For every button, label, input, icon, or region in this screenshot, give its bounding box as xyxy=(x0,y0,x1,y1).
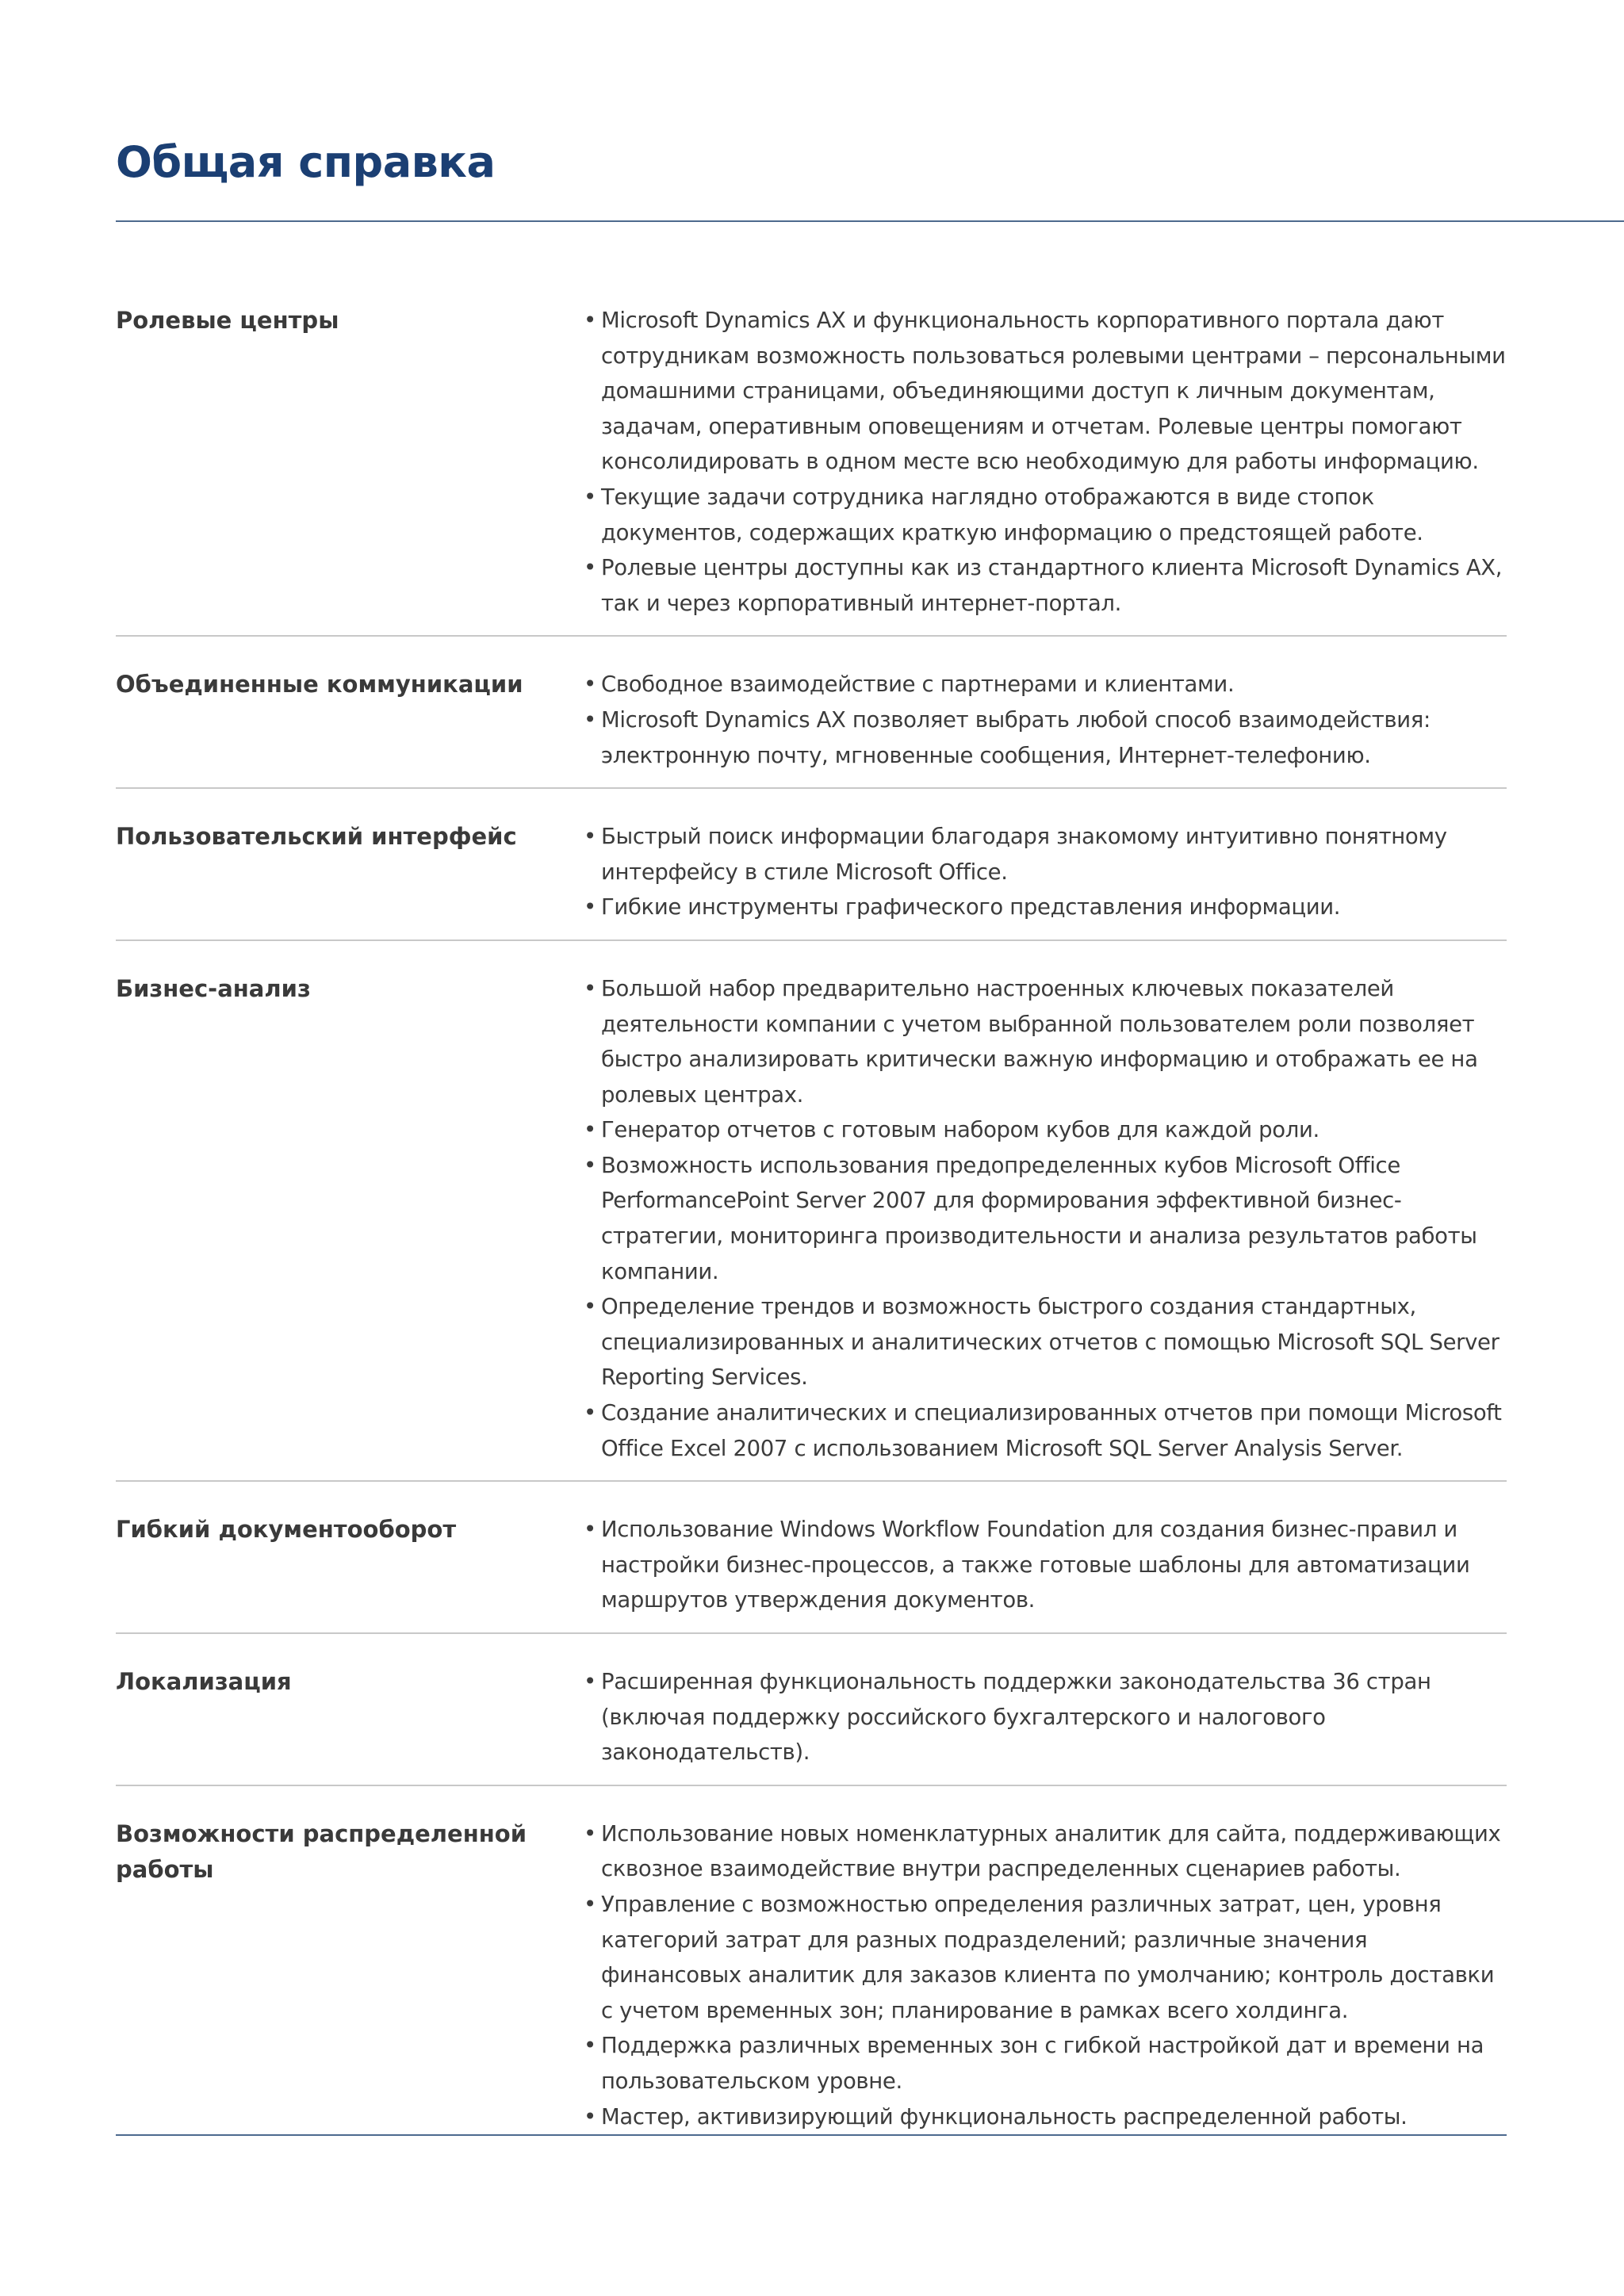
feature-row xyxy=(116,1816,1507,2149)
list-item: • Управление с возможностью определения различных затрат, цен, уровня категорий затрат для разных подразделений; различные значения финансовых аналитик для заказов клиента по умолчанию; контроль доставки с учетом временных зон; планирование в рамках всего холдинга. xyxy=(584,1887,1507,2028)
feature-label: Локализация xyxy=(116,1668,292,1695)
feature-label: Ролевые центры xyxy=(116,307,339,334)
list-item: • Поддержка различных временных зон с гибкой настройкой дат и времени на пользовательском уровне. xyxy=(584,2028,1507,2099)
feature-table xyxy=(116,303,1507,2179)
feature-label: Пользовательский интерфейс xyxy=(116,823,517,851)
list-item: • Определение трендов и возможность быстрого создания стандартных, специализированных и аналитических отчетов с помощью Microsoft SQL Server Reporting Services. xyxy=(584,1289,1507,1395)
feature-list xyxy=(584,303,1507,621)
footer-divider xyxy=(116,2134,1507,2136)
list-item: • Ролевые центры доступны как из стандартного клиента Microsoft Dynamics AX, так и через корпоративный интернет-портал. xyxy=(584,550,1507,621)
feature-row xyxy=(116,667,1507,789)
list-item: • Свободное взаимодействие с партнерами и клиентами. xyxy=(584,667,1507,702)
feature-label: Объединенные коммуникации xyxy=(116,671,523,698)
list-item: • Microsoft Dynamics AX и функциональность корпоративного портала дают сотрудникам возможность пользоваться ролевыми центрами – персональными домашними страницами, объединяющими доступ к личным документам, задачам, оперативным оповещениям и отчетам. Ролевые центры помогают консолидировать в одном месте всю необходимую для работы информацию. xyxy=(584,303,1507,480)
feature-row xyxy=(116,303,1507,637)
feature-row xyxy=(116,1664,1507,1786)
list-item: • Возможность использования предопределенных кубов Microsoft Office PerformancePoint Server 2007 для формирования эффективной бизнес-стратегии, мониторинга производительности и анализа результатов работы компании. xyxy=(584,1148,1507,1289)
title-divider xyxy=(116,220,1624,222)
feature-label: Возможности распределенной работы xyxy=(116,1820,527,1883)
feature-row xyxy=(116,971,1507,1482)
feature-list xyxy=(584,1512,1507,1618)
feature-label: Бизнес-анализ xyxy=(116,974,311,1002)
list-item: • Генератор отчетов с готовым набором кубов для каждой роли. xyxy=(584,1112,1507,1148)
list-item: • Расширенная функциональность поддержки законодательства 36 стран (включая поддержку российского бухгалтерского и налогового законодательств). xyxy=(584,1664,1507,1770)
feature-row xyxy=(116,1512,1507,1634)
list-item: • Мастер, активизирующий функциональность распределенной работы. xyxy=(584,2099,1507,2135)
list-item: • Microsoft Dynamics AX позволяет выбрать любой способ взаимодействия: электронную почту, мгновенные сообщения, Интернет-телефонию. xyxy=(584,702,1507,773)
list-item: • Использование новых номенклатурных аналитик для сайта, поддерживающих сквозное взаимодействие внутри распределенных сценариев работы. xyxy=(584,1816,1507,1887)
feature-list xyxy=(584,667,1507,773)
feature-label: Гибкий документооборот xyxy=(116,1516,457,1544)
page-title: Общая справка xyxy=(116,137,496,187)
feature-row xyxy=(116,819,1507,941)
list-item: • Гибкие инструменты графического представления информации. xyxy=(584,890,1507,925)
list-item: • Использование Windows Workflow Foundation для создания бизнес-правил и настройки бизнес-процессов, а также готовые шаблоны для автоматизации маршрутов утверждения документов. xyxy=(584,1512,1507,1618)
feature-list xyxy=(584,1816,1507,2134)
list-item: • Создание аналитических и специализированных отчетов при помощи Microsoft Office Excel 2007 с использованием Microsoft SQL Server Analysis Server. xyxy=(584,1395,1507,1466)
feature-list xyxy=(584,819,1507,925)
feature-list xyxy=(584,1664,1507,1770)
list-item: • Текущие задачи сотрудника наглядно отображаются в виде стопок документов, содержащих краткую информацию о предстоящей работе. xyxy=(584,480,1507,550)
feature-list xyxy=(584,971,1507,1466)
list-item: • Большой набор предварительно настроенных ключевых показателей деятельности компании с учетом выбранной пользователем роли позволяет быстро анализировать критически важную информацию и отображать ее на ролевых центрах. xyxy=(584,971,1507,1112)
list-item: • Быстрый поиск информации благодаря знакомому интуитивно понятному интерфейсу в стиле Microsoft Office. xyxy=(584,819,1507,890)
